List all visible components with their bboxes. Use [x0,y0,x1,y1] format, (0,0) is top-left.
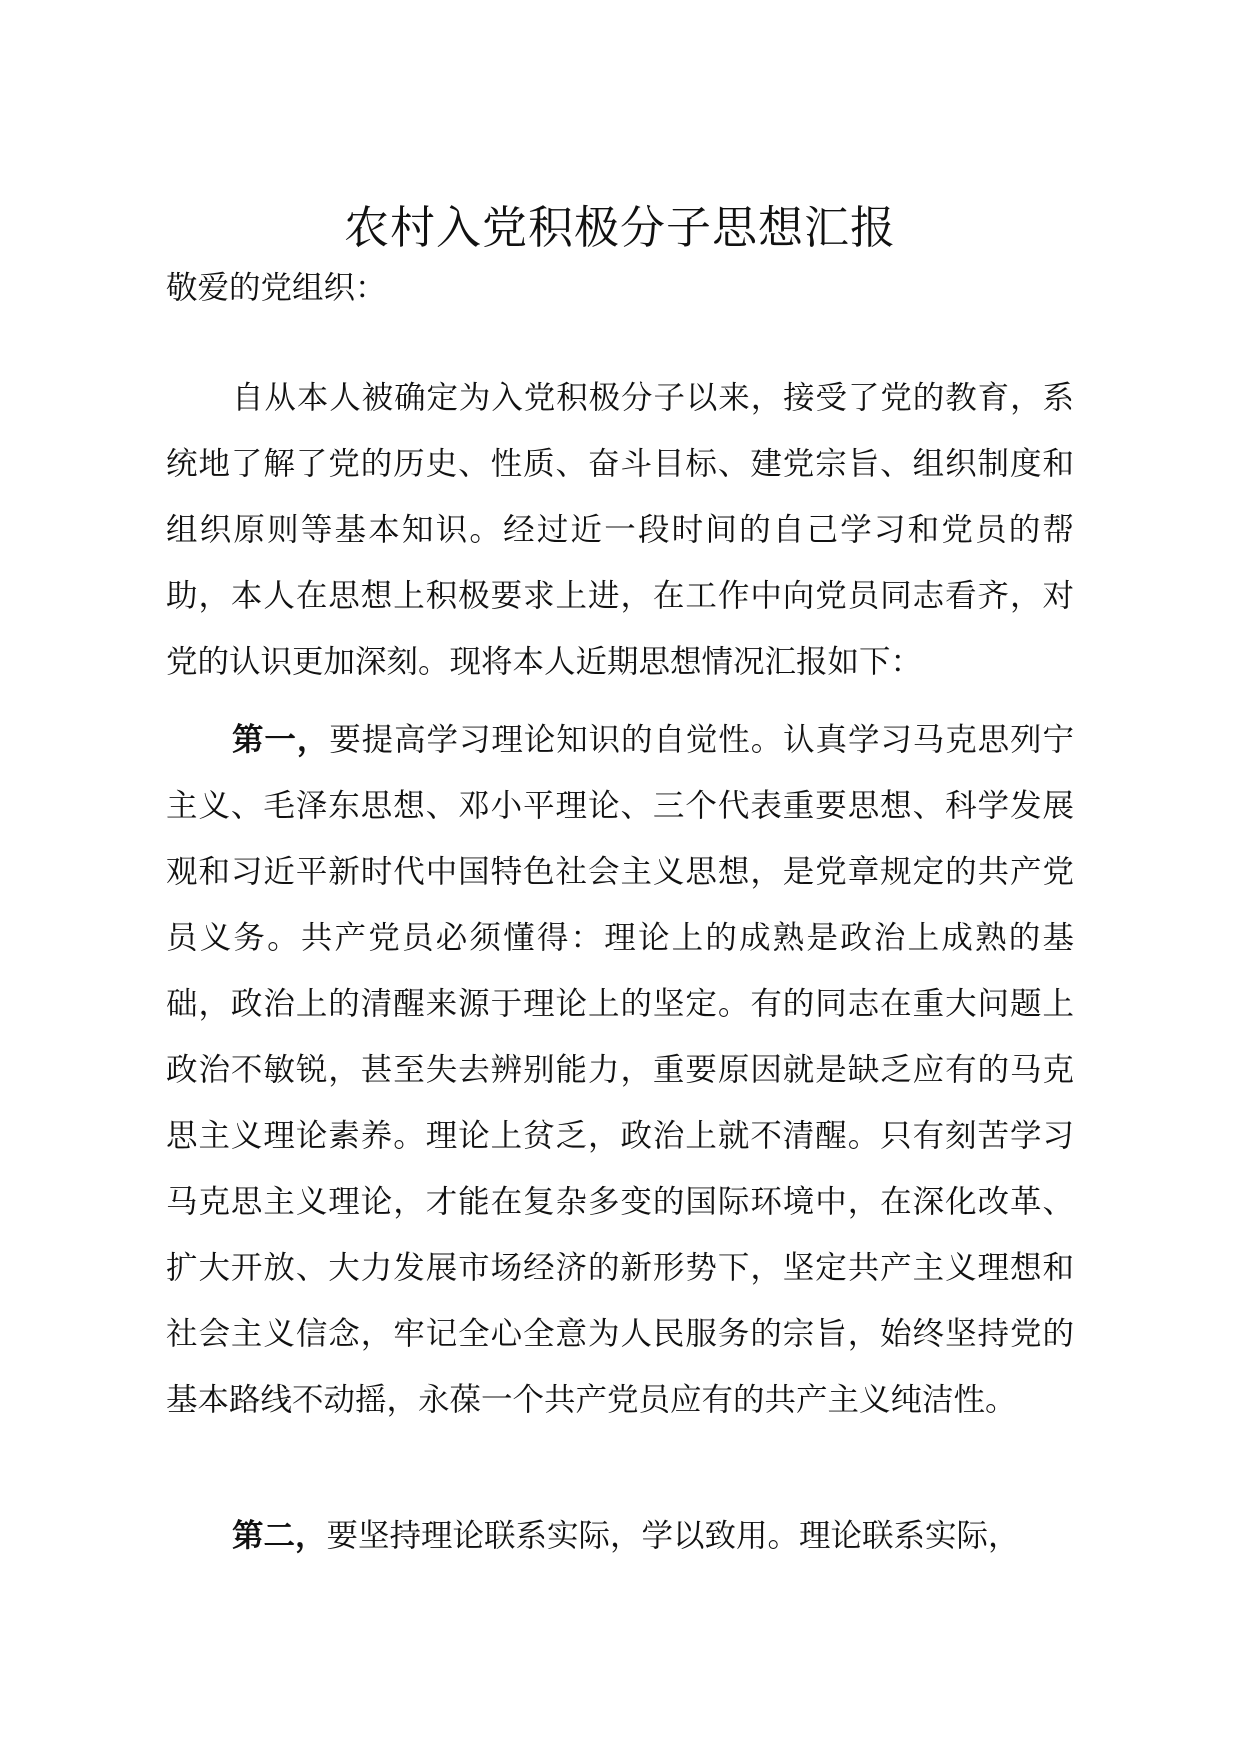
paragraph-second-point-lead: 第二， [232,1518,327,1554]
paragraph-intro [166,365,1074,695]
paragraph-intro-text: 自从本人被确定为入党积极分子以来，接受了党的教育，系统地了解了党的历史、性质、奋斗目标、建党宗旨、组织制度和组织原则等基本知识。经过近一段时间的自己学习和党员的帮助，本人在思想上积极要求上进，在工作中向党员同志看齐，对党的认识更加深刻。现将本人近期思想情况汇报如下： [166,380,1074,680]
paragraph-first-point-lead: 第一， [232,722,330,758]
paragraph-second-point-text: 要坚持理论联系实际，学以致用。理论联系实际， [326,1518,1020,1554]
paragraph-second-point [166,1503,1074,1569]
salutation: 敬爱的党组织： [166,270,387,306]
paragraph-first-point [166,707,1074,1433]
document-title: 农村入党积极分子思想汇报 [343,201,896,254]
paragraph-first-point-text: 要提高学习理论知识的自觉性。认真学习马克思列宁主义、毛泽东思想、邓小平理论、三个代表重要思想、科学发展观和习近平新时代中国特色社会主义思想，是党章规定的共产党员义务。共产党员必须懂得：理论上的成熟是政治上成熟的基础，政治上的清醒来源于理论上的坚定。有的同志在重大问题上政治不敏锐，甚至失去辨别能力，重要原因就是缺乏应有的马克思主义理论素养。理论上贫乏，政治上就不清醒。只有刻苦学习马克思主义理论，才能在复杂多变的国际环境中，在深化改革、扩大开放、大力发展市场经济的新形势下，坚定共产主义理想和社会主义信念，牢记全心全意为人民服务的宗旨，始终坚持党的基本路线不动摇，永葆一个共产党员应有的共产主义纯洁性。 [166,722,1074,1418]
